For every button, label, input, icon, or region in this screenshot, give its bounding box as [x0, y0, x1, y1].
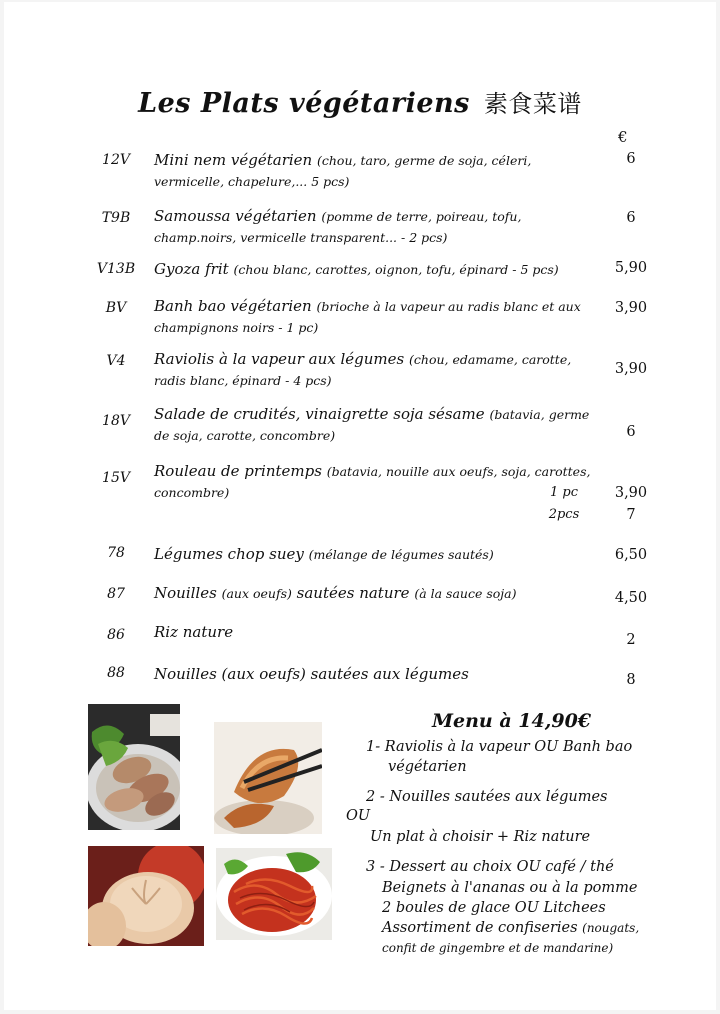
item-description: (mélange de légumes sautés)	[308, 547, 494, 562]
item-name: Nouilles (aux oeufs) sautées nature (à la sauce soja)	[154, 584, 517, 602]
item-name: Raviolis à la vapeur aux légumes (chou, edamame, carotte, radis blanc, épinard - 4 pcs)	[154, 350, 572, 388]
item-code: T9B	[101, 210, 131, 226]
item-price: 3,90	[614, 361, 648, 377]
item-price: 6,50	[614, 547, 648, 563]
item-name: Samoussa végétarien (pomme de terre, poireau, tofu, champ.noirs, vermicelle transparent... - 2 pcs)	[154, 207, 522, 245]
title-cn: 素食菜谱	[483, 90, 582, 118]
item-code: 86	[107, 627, 125, 643]
item-description: (batavia, germe de soja, carotte, concombre)	[154, 407, 590, 443]
item-price: 5,90	[614, 260, 648, 276]
item-code: 12V	[102, 152, 130, 168]
page-title	[0, 84, 720, 119]
item-name: Rouleau de printemps (batavia, nouille aux oeufs, soja, carottes, concombre)	[154, 462, 591, 500]
menu-line: végétarien	[388, 759, 467, 775]
menu-line: Assortiment de confiseries (nougats,	[382, 920, 640, 936]
menu-line: 2 - Nouilles sautées aux légumes	[366, 789, 608, 805]
item-price: 8	[626, 672, 636, 688]
item-code: 88	[107, 665, 125, 681]
menu-line: Un plat à choisir + Riz nature	[370, 829, 591, 845]
dumplings-photo	[88, 704, 180, 830]
item-price: 7	[626, 507, 636, 523]
item-price: 2	[626, 632, 636, 648]
noodles-salad-photo	[216, 848, 332, 940]
item-quantity: 2pcs	[548, 507, 580, 522]
item-description: (brioche à la vapeur au radis blanc et aux champignons noirs - 1 pc)	[154, 299, 581, 335]
item-price: 6	[626, 210, 636, 226]
item-description: (pomme de terre, poireau, tofu, champ.noirs, vermicelle transparent... - 2 pcs)	[154, 209, 522, 245]
gyoza-photo	[214, 722, 322, 834]
item-price: 3,90	[614, 300, 648, 316]
item-name: Banh bao végétarien (brioche à la vapeur au radis blanc et aux champignons noirs - 1 pc)	[154, 297, 581, 335]
item-name: Mini nem végétarien (chou, taro, germe de soja, céleri, vermicelle, chapelure,... 5 pcs)	[154, 151, 532, 189]
item-price: 4,50	[614, 590, 648, 606]
menu-line: 3 - Dessert au choix OU café / thé	[366, 859, 614, 875]
item-price: 6	[626, 151, 636, 167]
item-name: Salade de crudités, vinaigrette soja sésame (batavia, germe de soja, carotte, concombre)	[154, 405, 590, 443]
item-name: Nouilles (aux oeufs) sautées aux légumes	[154, 665, 469, 683]
item-code: V4	[106, 353, 126, 369]
menu-line: 2 boules de glace OU Litchees	[382, 900, 606, 916]
menu-line: 1- Raviolis à la vapeur OU Banh bao	[366, 739, 633, 755]
item-price: 6	[626, 424, 636, 440]
item-name: Riz nature	[154, 623, 234, 641]
item-description: (chou, edamame, carotte, radis blanc, épinard - 4 pcs)	[154, 352, 572, 388]
item-name: Légumes chop suey (mélange de légumes sautés)	[154, 545, 494, 563]
item-quantity: 1 pc	[549, 485, 578, 500]
item-description: (batavia, nouille aux oeufs, soja, carottes, concombre)	[154, 464, 591, 500]
item-description: (chou, taro, germe de soja, céleri, vermicelle, chapelure,... 5 pcs)	[154, 153, 532, 189]
item-code: 18V	[102, 413, 130, 429]
item-description: (chou blanc, carottes, oignon, tofu, épinard - 5 pcs)	[233, 262, 559, 277]
item-code: BV	[105, 300, 127, 316]
item-code: V13B	[96, 261, 136, 277]
item-code: 15V	[102, 470, 130, 486]
item-price: 3,90	[614, 485, 648, 501]
menu-formula-title: Menu à 14,90€	[432, 710, 592, 732]
menu-line: OU	[346, 808, 371, 824]
item-name: Gyoza frit (chou blanc, carottes, oignon, tofu, épinard - 5 pcs)	[154, 260, 559, 278]
currency-symbol: €	[618, 128, 628, 146]
bao-photo	[88, 846, 204, 946]
item-code: 87	[107, 586, 125, 602]
title-fr: Les Plats végétariens	[138, 88, 470, 119]
item-code: 78	[107, 545, 125, 561]
item-description: (à la sauce soja)	[414, 586, 517, 601]
menu-line: Beignets à l'ananas ou à la pomme	[382, 880, 638, 896]
menu-line: confit de gingembre et de mandarine)	[382, 941, 614, 955]
